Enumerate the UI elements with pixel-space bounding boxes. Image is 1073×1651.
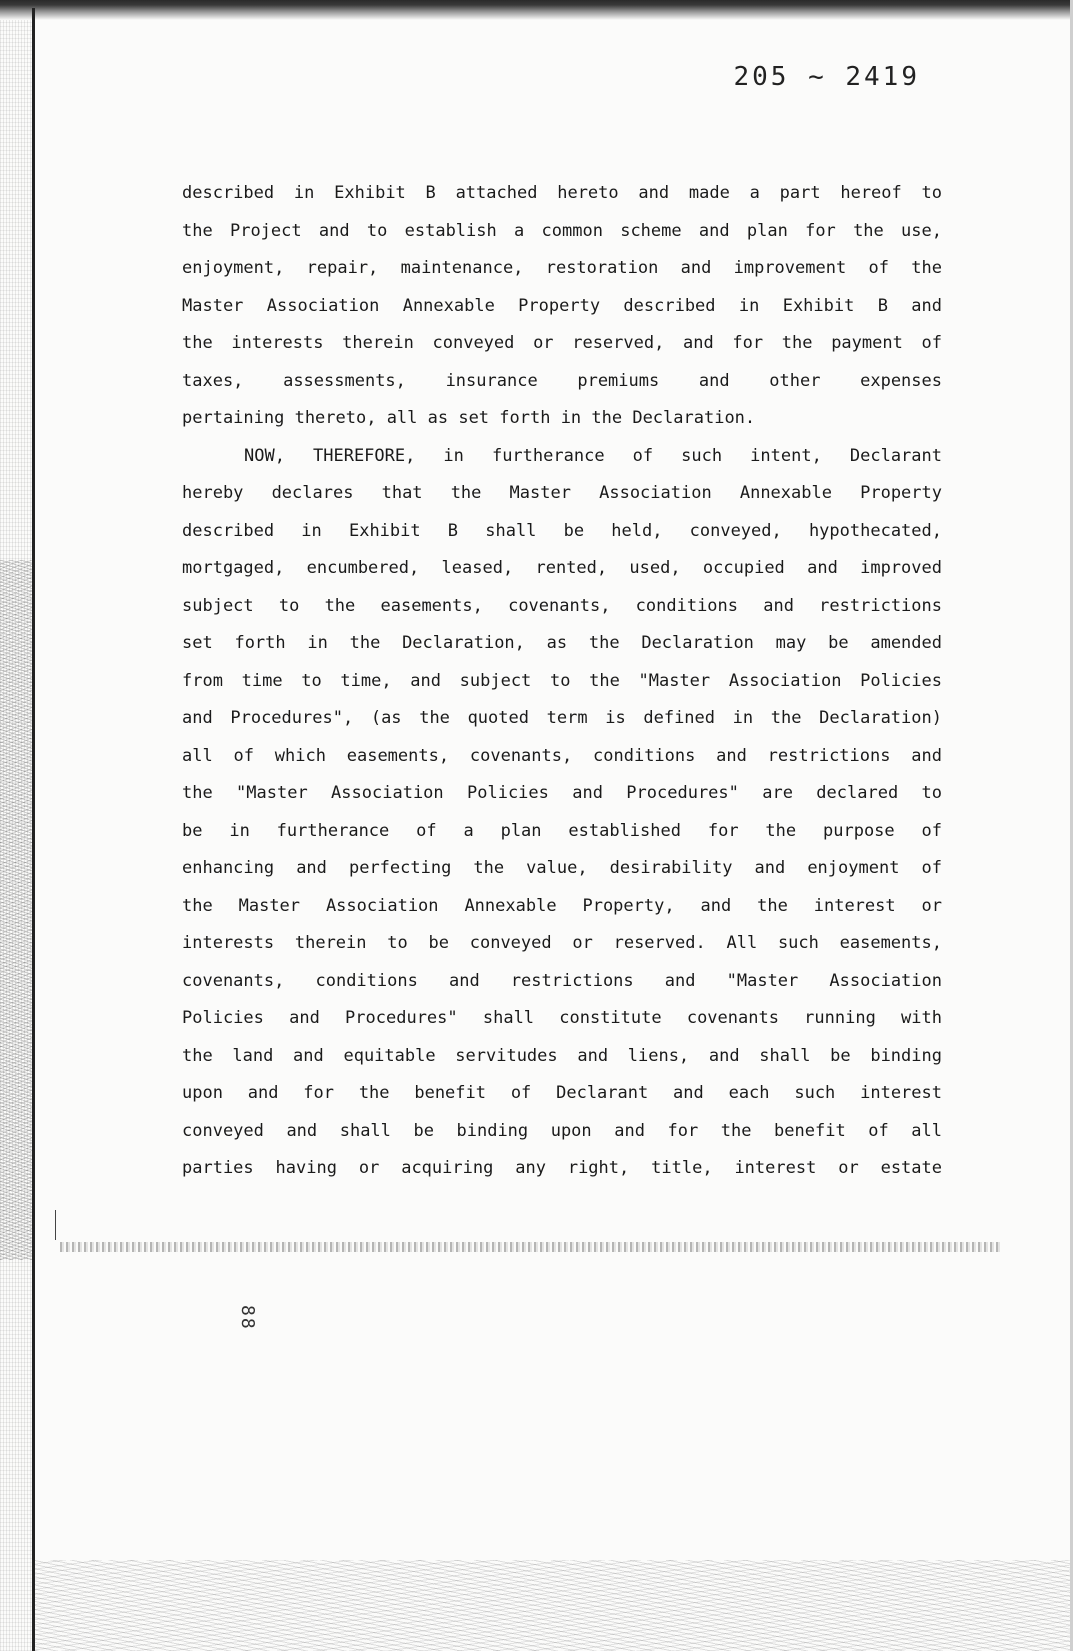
text-line: the land and equitable servitudes and liens, and shall be binding [182, 1045, 942, 1066]
text-line: interests therein to be conveyed or reserved. All such easements, [182, 933, 942, 953]
text-line: covenants, conditions and restrictions and "Master Association [182, 970, 942, 991]
text-line: all of which easements, covenants, conditions and restrictions and [182, 745, 942, 766]
text-line: pertaining thereto, all as set forth in the Declaration. [182, 408, 756, 428]
text-line: the Master Association Annexable Property, and the interest or [182, 895, 942, 916]
text-line: parties having or acquiring any right, title, interest or estate [182, 1158, 942, 1178]
text-line: enhancing and perfecting the value, desirability and enjoyment of [182, 858, 942, 878]
text-line: hereby declares that the Master Association Annexable Property [182, 483, 942, 503]
text-line: upon and for the benefit of Declarant and each such interest [182, 1083, 942, 1103]
text-line: Policies and Procedures" shall constitute covenants running with [182, 1008, 942, 1028]
text-line: taxes, assessments, insurance premiums and other expenses [182, 370, 942, 391]
text-line: and Procedures", (as the quoted term is defined in the Declaration) [182, 708, 942, 728]
text-line: subject to the easements, covenants, conditions and restrictions [182, 595, 942, 616]
page-fold-line [60, 1242, 1000, 1252]
text-line: from time to time, and subject to the "Master Association Policies [182, 670, 942, 691]
left-margin-grain [0, 560, 32, 1260]
text-line: Master Association Annexable Property described in Exhibit B and [182, 295, 942, 316]
text-line: conveyed and shall be binding upon and for the benefit of all [182, 1120, 942, 1141]
binding-edge-line [32, 8, 35, 1651]
text-line: be in furtherance of a plan established for the purpose of [182, 820, 942, 841]
text-line: set forth in the Declaration, as the Declaration may be amended [182, 633, 942, 653]
page-number: 205 ~ 2419 [733, 62, 920, 92]
text-line: NOW, THEREFORE, in furtherance of such intent, Declarant [244, 445, 942, 466]
text-line: described in Exhibit B shall be held, conveyed, hypothecated, [182, 520, 942, 541]
text-line: enjoyment, repair, maintenance, restoration and improvement of the [182, 258, 942, 278]
margin-mark: 88 [237, 1305, 258, 1331]
inner-margin-mark [55, 1210, 56, 1240]
text-line: the Project and to establish a common scheme and plan for the use, [182, 220, 942, 241]
text-line: the interests therein conveyed or reserved, and for the payment of [182, 333, 942, 353]
text-line: mortgaged, encumbered, leased, rented, used, occupied and improved [182, 558, 942, 578]
text-line: described in Exhibit B attached hereto and made a part hereof to [182, 183, 942, 203]
document-body [182, 175, 942, 1188]
top-scan-edge [0, 0, 1073, 20]
bottom-scan-grain [35, 1560, 1073, 1651]
text-line: the "Master Association Policies and Procedures" are declared to [182, 783, 942, 803]
